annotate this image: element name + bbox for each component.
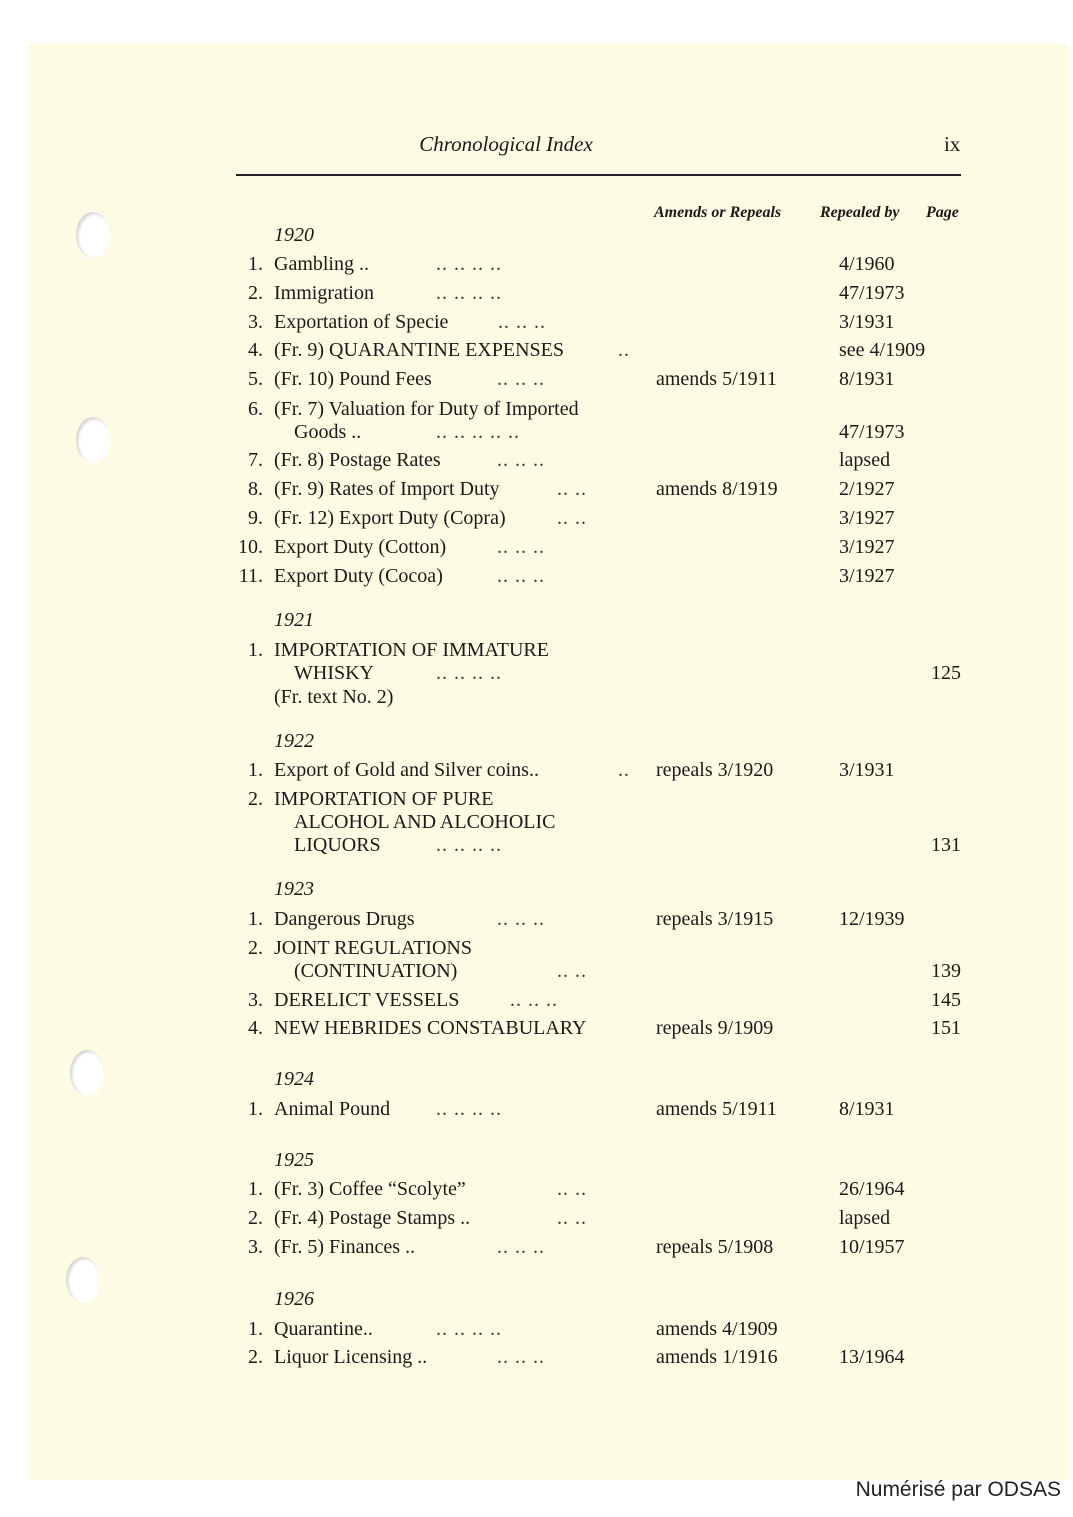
entry-number: 4.: [248, 1017, 263, 1039]
entry-title: IMPORTATION OF PURE: [274, 788, 494, 810]
index-entry: [0, 562, 1073, 590]
page-number: ix: [944, 132, 961, 156]
entry-amends: repeals 3/1920: [656, 759, 774, 781]
entry-amends: amends 1/1916: [656, 1346, 778, 1368]
year-heading-1924: 1924: [274, 1068, 314, 1090]
leader-dots: .. .. ..: [497, 1346, 545, 1368]
entry-repealed-by: lapsed: [839, 449, 891, 471]
entry-title: Gambling ..: [274, 253, 369, 275]
leader-dots: .. ..: [557, 478, 587, 500]
entry-repealed-by: lapsed: [839, 1207, 891, 1229]
leader-dots: .. .. ..: [497, 449, 545, 471]
year-heading-1922: 1922: [274, 730, 314, 752]
entry-title: Export Duty (Cocoa): [274, 565, 443, 587]
index-entry: [0, 533, 1073, 561]
entry-repealed-by: 47/1973: [839, 421, 905, 443]
entry-amends: repeals 3/1915: [656, 908, 774, 930]
index-entry: [0, 504, 1073, 532]
entry-number: 1.: [248, 1098, 263, 1120]
entry-number: 6.: [248, 398, 263, 420]
entry-number: 1.: [248, 253, 263, 275]
entry-title: (Fr. 3) Coffee “Scolyte”: [274, 1178, 466, 1200]
leader-dots: .. .. ..: [497, 1236, 545, 1258]
entry-number: 8.: [248, 478, 263, 500]
entry-page: 151: [931, 1017, 961, 1039]
leader-dots: .. .. ..: [510, 989, 558, 1011]
header-rule: [236, 174, 961, 176]
entry-amends: repeals 9/1909: [656, 1017, 774, 1039]
index-entry: [0, 279, 1073, 307]
entry-number: 2.: [248, 788, 263, 810]
entry-title: (Fr. 9) QUARANTINE EXPENSES: [274, 339, 564, 361]
entry-title: Animal Pound: [274, 1098, 391, 1120]
entry-note: (Fr. text No. 2): [274, 686, 394, 708]
index-entry: [0, 756, 1073, 784]
entry-title: Dangerous Drugs: [274, 908, 415, 930]
index-entry: [0, 1175, 1073, 1203]
index-entry: [0, 1315, 1073, 1343]
entry-amends: amends 4/1909: [656, 1318, 778, 1340]
entry-repealed-by: 13/1964: [839, 1346, 905, 1368]
column-header-amends: Amends or Repeals: [654, 204, 782, 221]
entry-title: Export Duty (Cotton): [274, 536, 447, 558]
index-entry: [0, 986, 1073, 1014]
entry-title: Export of Gold and Silver coins..: [274, 759, 539, 781]
entry-title: Immigration: [274, 282, 374, 304]
entry-number: 1.: [248, 1318, 263, 1340]
entry-title: JOINT REGULATIONS: [274, 937, 472, 959]
digitization-credit: Numérisé par ODSAS: [855, 1478, 1061, 1501]
year-heading-1925: 1925: [274, 1149, 314, 1171]
entry-repealed-by: 47/1973: [839, 282, 905, 304]
entry-page: 131: [931, 834, 961, 856]
column-header-repealed: Repealed by: [820, 204, 900, 221]
entry-number: 5.: [248, 368, 263, 390]
leader-dots: .. ..: [557, 960, 587, 982]
year-heading-1921: 1921: [274, 609, 314, 631]
entry-repealed-by: 3/1931: [839, 759, 895, 781]
leader-dots: .. .. .. ..: [436, 662, 502, 684]
entry-number: 1.: [248, 639, 263, 661]
entry-repealed-by: 2/1927: [839, 478, 895, 500]
entry-number: 3.: [248, 311, 263, 333]
entry-repealed-by: 8/1931: [839, 1098, 895, 1120]
index-entry: [0, 336, 1073, 364]
entry-title: (Fr. 5) Finances ..: [274, 1236, 416, 1258]
page-title: Chronological Index: [419, 132, 593, 156]
entry-title: Exportation of Specie: [274, 311, 449, 333]
entry-title: NEW HEBRIDES CONSTABULARY: [274, 1017, 587, 1039]
leader-dots: .. .. ..: [497, 908, 545, 930]
leader-dots: .. .. .. ..: [436, 1318, 502, 1340]
entry-title: (Fr. 9) Rates of Import Duty: [274, 478, 500, 500]
leader-dots: .. .. .. ..: [436, 1098, 502, 1120]
entry-title-line-3: LIQUORS: [294, 834, 381, 856]
entry-amends: amends 5/1911: [656, 368, 777, 390]
entry-repealed-by: 3/1931: [839, 311, 895, 333]
entry-title-line-2: Goods ..: [294, 421, 362, 443]
year-heading-1923: 1923: [274, 878, 314, 900]
index-entry-continuation: [0, 957, 1073, 985]
index-entry: [0, 1343, 1073, 1371]
entry-number: 11.: [238, 565, 263, 587]
entry-number: 1.: [248, 908, 263, 930]
entry-number: 1.: [248, 1178, 263, 1200]
year-heading-1920: 1920: [274, 224, 314, 246]
leader-dots: .. .. ..: [497, 565, 545, 587]
index-entry-continuation: [0, 831, 1073, 859]
entry-repealed-by: see 4/1909: [839, 339, 926, 361]
entry-title: DERELICT VESSELS: [274, 989, 460, 1011]
entry-title: Liquor Licensing ..: [274, 1346, 428, 1368]
leader-dots: .. ..: [557, 1178, 587, 1200]
entry-title: Quarantine..: [274, 1318, 373, 1340]
entry-page: 139: [931, 960, 961, 982]
entry-title-line-2: WHISKY: [294, 662, 374, 684]
leader-dots: .. .. ..: [497, 536, 545, 558]
entry-repealed-by: 8/1931: [839, 368, 895, 390]
leader-dots: .. .. ..: [497, 368, 545, 390]
entry-repealed-by: 12/1939: [839, 908, 905, 930]
entry-number: 4.: [248, 339, 263, 361]
entry-number: 2.: [248, 1346, 263, 1368]
entry-title: (Fr. 4) Postage Stamps ..: [274, 1207, 471, 1229]
entry-repealed-by: 3/1927: [839, 536, 895, 558]
entry-number: 2.: [248, 937, 263, 959]
entry-repealed-by: 26/1964: [839, 1178, 905, 1200]
entry-number: 3.: [248, 989, 263, 1011]
entry-page: 145: [931, 989, 961, 1011]
entry-repealed-by: 4/1960: [839, 253, 895, 275]
index-entry-continuation: [0, 418, 1073, 446]
leader-dots: ..: [618, 759, 630, 781]
entry-number: 9.: [248, 507, 263, 529]
leader-dots: .. .. .. .. ..: [436, 421, 520, 443]
leader-dots: .. ..: [557, 1207, 587, 1229]
index-entry: [0, 446, 1073, 474]
entry-amends: amends 5/1911: [656, 1098, 777, 1120]
entry-title: (Fr. 12) Export Duty (Copra): [274, 507, 506, 529]
index-entry: [0, 250, 1073, 278]
entry-number: 7.: [248, 449, 263, 471]
index-entry: [0, 1095, 1073, 1123]
index-entry: [0, 1014, 1073, 1042]
year-heading-1926: 1926: [274, 1288, 314, 1310]
punch-hole-3: [70, 1050, 104, 1096]
index-entry: [0, 308, 1073, 336]
entry-repealed-by: 3/1927: [839, 565, 895, 587]
index-entry: [0, 1233, 1073, 1261]
leader-dots: .. .. .. ..: [436, 834, 502, 856]
entry-title-line-2: ALCOHOL AND ALCOHOLIC: [294, 811, 556, 833]
leader-dots: .. .. ..: [498, 311, 546, 333]
entry-title: IMPORTATION OF IMMATURE: [274, 639, 549, 661]
entry-title: (Fr. 7) Valuation for Duty of Imported: [274, 398, 579, 420]
entry-number: 3.: [248, 1236, 263, 1258]
entry-repealed-by: 10/1957: [839, 1236, 905, 1258]
entry-number: 1.: [248, 759, 263, 781]
index-entry: [0, 365, 1073, 393]
index-entry-continuation: [0, 683, 1073, 711]
entry-number: 2.: [248, 282, 263, 304]
entry-amends: repeals 5/1908: [656, 1236, 774, 1258]
leader-dots: ..: [618, 339, 630, 361]
index-entry: [0, 1204, 1073, 1232]
entry-number: 2.: [248, 1207, 263, 1229]
index-entry: [0, 905, 1073, 933]
column-header-page: Page: [926, 204, 959, 221]
leader-dots: .. ..: [557, 507, 587, 529]
punch-hole-4: [66, 1257, 100, 1303]
entry-title: (Fr. 8) Postage Rates: [274, 449, 441, 471]
index-entry: [0, 475, 1073, 503]
entry-number: 10.: [238, 536, 263, 558]
entry-page: 125: [931, 662, 961, 684]
entry-title: (Fr. 10) Pound Fees: [274, 368, 432, 390]
leader-dots: .. .. .. ..: [436, 282, 502, 304]
entry-repealed-by: 3/1927: [839, 507, 895, 529]
entry-title-line-2: (CONTINUATION): [294, 960, 458, 982]
entry-amends: amends 8/1919: [656, 478, 778, 500]
leader-dots: .. .. .. ..: [436, 253, 502, 275]
